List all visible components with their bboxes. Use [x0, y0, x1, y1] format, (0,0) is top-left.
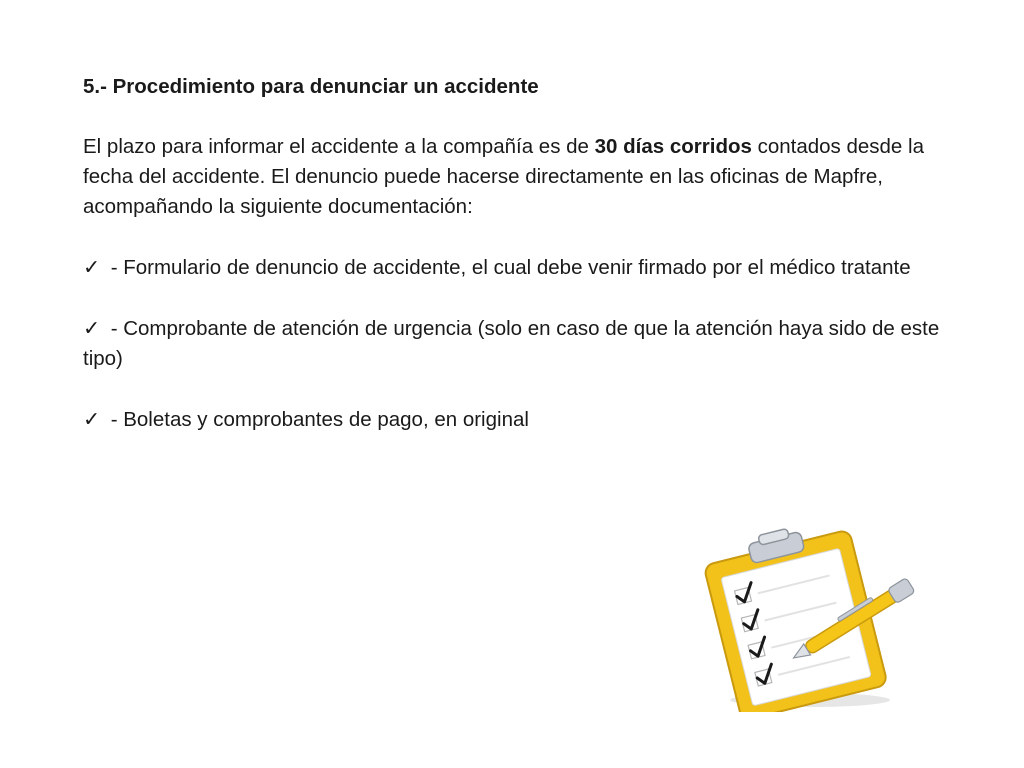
slide-content: [83, 72, 963, 435]
checkmark-icon: ✓: [83, 407, 101, 431]
intro-deadline: 30 días corridos: [594, 135, 752, 158]
slide-title: 5.- Procedimiento para denunciar un accidente: [83, 75, 539, 98]
intro-text-2: contados desde la fecha del accidente. El denuncio puede hacerse directamente en las oficinas de Mapfre, acompañando la siguiente documentación:: [83, 135, 924, 218]
checkmark-icon: ✓: [83, 316, 101, 340]
checkmark-icon: ✓: [83, 255, 101, 279]
list-item-receipts: [83, 404, 963, 435]
clipboard-checklist-icon: [690, 522, 930, 712]
list-item-text: - Comprobante de atención de urgencia (solo en caso de que la atención haya sido de este tipo): [83, 317, 940, 370]
intro-paragraph: [83, 132, 963, 222]
list-item-urgency: [83, 313, 963, 374]
list-item-text: - Boletas y comprobantes de pago, en original: [105, 408, 529, 431]
list-item-text: - Formulario de denuncio de accidente, el cual debe venir firmado por el médico tratante: [105, 256, 911, 279]
list-item-form: [83, 252, 963, 283]
intro-text-1: El plazo para informar el accidente a la compañía es de: [83, 135, 595, 158]
